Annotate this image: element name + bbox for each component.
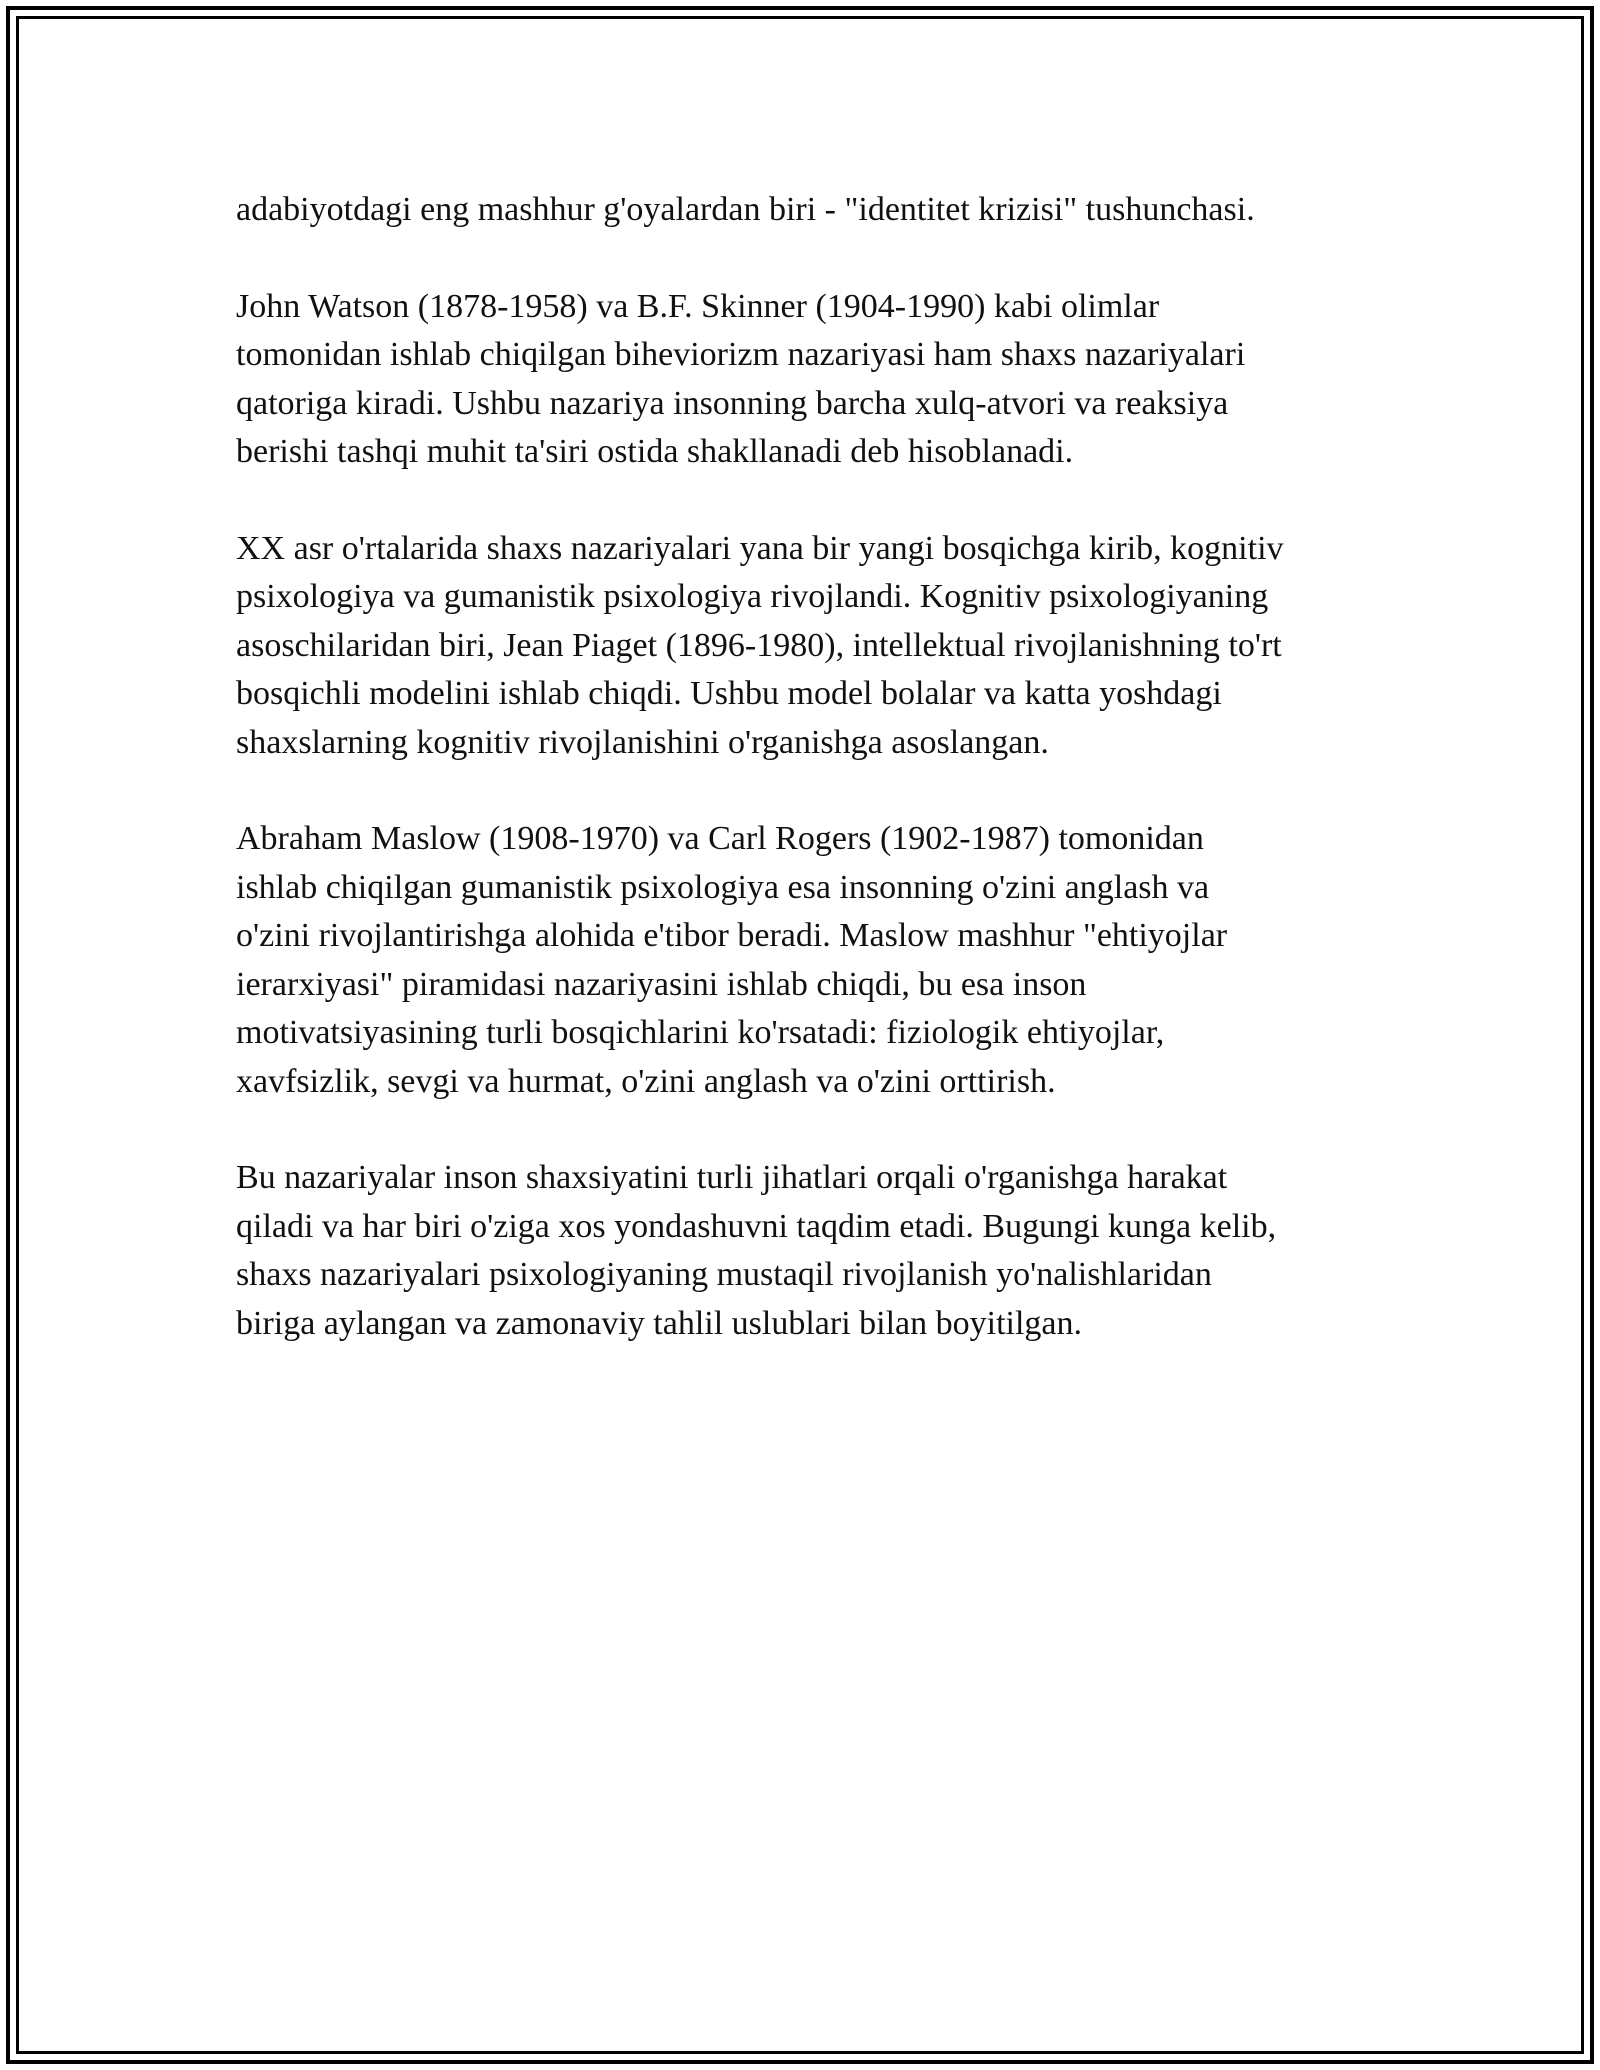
- text-line: biriga aylangan va zamonaviy tahlil uslublari bilan boyitilgan.: [236, 1304, 1082, 1342]
- text-line: psixologiya va gumanistik psixologiya rivojlandi. Kognitiv psixologiyaning: [236, 578, 1269, 615]
- text-line: bosqichli modelini ishlab chiqdi. Ushbu model bolalar va katta yoshdagi: [236, 675, 1222, 712]
- text-line: XX asr o'rtalarida shaxs nazariyalari yana bir yangi bosqichga kirib, kognitiv: [236, 529, 1284, 567]
- text-line: xavfsizlik, sevgi va hurmat, o'zini anglash va o'zini orttirish.: [236, 1062, 1056, 1100]
- text-line: John Watson (1878-1958) va B.F. Skinner (1904-1990) kabi olimlar: [236, 287, 1160, 325]
- text-line: qiladi va har biri o'ziga xos yondashuvni taqdim etadi. Bugungi kunga kelib,: [236, 1207, 1277, 1245]
- text-line: Abraham Maslow (1908-1970) va Carl Rogers (1902-1987) tomonidan: [236, 820, 1204, 857]
- text-line: berishi tashqi muhit ta'siri ostida shakllanadi deb hisoblanadi.: [236, 433, 1074, 470]
- text-line: adabiyotdagi eng mashhur g'oyalardan biri - "identitet krizisi" tushunchasi.: [236, 191, 1255, 228]
- text-line: o'zini rivojlantirishga alohida e'tibor beradi. Maslow mashhur "ehtiyojlar: [236, 917, 1228, 954]
- text-line: tomonidan ishlab chiqilgan biheviorizm nazariyasi ham shaxs nazariyalari: [236, 336, 1246, 373]
- text-line: Bu nazariyalar inson shaxsiyatini turli jihatlari orqali o'rganishga harakat: [236, 1159, 1228, 1196]
- paragraph-2: [236, 283, 1376, 477]
- text-line: shaxslarning kognitiv rivojlanishini o'rganishga asoslangan.: [236, 723, 1049, 761]
- text-line: ishlab chiqilgan gumanistik psixologiya esa insonning o'zini anglash va: [236, 868, 1210, 906]
- text-line: motivatsiyasining turli bosqichlarini ko'rsatadi: fiziologik ehtiyojlar,: [236, 1014, 1165, 1051]
- text-line: asoschilaridan biri, Jean Piaget (1896-1980), intellektual rivojlanishning to'rt: [236, 626, 1282, 664]
- document-body: [236, 186, 1376, 1396]
- text-line: ierarxiyasi" piramidasi nazariyasini ishlab chiqdi, bu esa inson: [236, 965, 1087, 1003]
- text-line: qatoriga kiradi. Ushbu nazariya insonning barcha xulq-atvori va reaksiya: [236, 384, 1229, 422]
- paragraph-4: [236, 815, 1376, 1106]
- paragraph-5: [236, 1154, 1376, 1348]
- paragraph-1: [236, 186, 1376, 235]
- text-line: shaxs nazariyalari psixologiyaning mustaqil rivojlanish yo'nalishlaridan: [236, 1256, 1212, 1293]
- paragraph-3: [236, 525, 1376, 768]
